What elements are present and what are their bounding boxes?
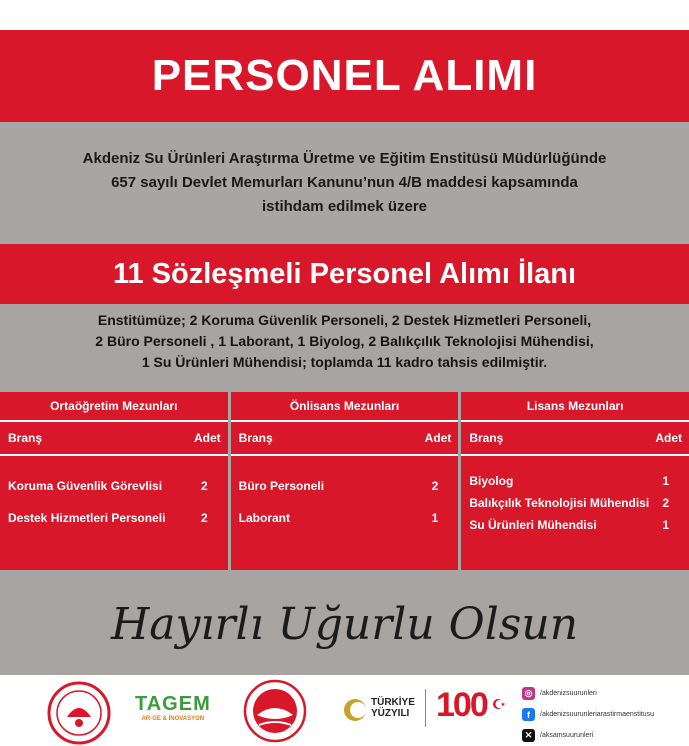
adet-label: Adet xyxy=(655,431,683,445)
top-strip xyxy=(0,0,689,30)
brans-label: Branş xyxy=(469,431,504,445)
facebook-icon: f xyxy=(522,708,535,721)
positions-table xyxy=(0,392,689,570)
brans-value: Su Ürünleri Mühendisi xyxy=(469,518,597,532)
table-row xyxy=(0,502,228,534)
summary-line: 2 Büro Personeli , 1 Laborant, 1 Biyolog, 2 Balıkçılık Teknolojisi Mühendisi, xyxy=(95,333,594,349)
brans-value: Laborant xyxy=(238,511,291,525)
column-subheader xyxy=(231,422,459,456)
adet-value: 1 xyxy=(662,474,670,488)
turkiye-line1: TÜRKİYE xyxy=(371,697,415,708)
intro-line: 657 sayılı Devlet Memurları Kanunu’nun 4/B maddesi kapsamında xyxy=(111,174,578,191)
slogan: Hayırlı Uğurlu Olsun xyxy=(110,598,579,650)
table-row xyxy=(0,470,228,502)
adet-value: 1 xyxy=(662,518,670,532)
table-row xyxy=(461,514,689,536)
column-header: Lisans Mezunları xyxy=(461,392,689,422)
crescent-star-icon xyxy=(492,697,506,711)
adet-value: 2 xyxy=(662,496,670,510)
turkiye-yuzyili-text xyxy=(371,697,415,719)
announcement-subtitle: 11 Sözleşmeli Personel Alımı İlanı xyxy=(0,244,689,304)
ministry-seal-icon xyxy=(47,681,111,745)
page-title: PERSONEL ALIMI xyxy=(0,30,689,122)
table-row xyxy=(461,492,689,514)
adet-value: 2 xyxy=(200,479,208,493)
adet-value: 2 xyxy=(200,511,208,525)
brans-value: Koruma Güvenlik Görevlisi xyxy=(8,479,163,493)
adet-value: 1 xyxy=(431,511,439,525)
summary-line: 1 Su Ürünleri Mühendisi; toplamda 11 kadro tahsis edilmiştir. xyxy=(141,354,548,370)
institute-logo-icon xyxy=(243,679,307,743)
intro-line: Akdeniz Su Ürünleri Araştırma Üretme ve Eğitim Enstitüsü Müdürlüğünde xyxy=(82,150,607,167)
instagram-handle: /akdenizsuurunleri xyxy=(540,690,597,697)
turkiye-yuzyili-emblem-icon xyxy=(342,690,368,730)
instagram-icon: ◎ xyxy=(522,687,535,700)
x-icon: ✕ xyxy=(522,729,535,742)
brans-value: Biyolog xyxy=(469,474,514,488)
summary-text xyxy=(0,310,689,373)
brans-label: Branş xyxy=(238,431,273,445)
x-handle: /aksamsuurunleri xyxy=(540,732,594,739)
adet-label: Adet xyxy=(194,431,221,445)
column-subheader xyxy=(0,422,228,456)
brans-value: Destek Hizmetleri Personeli xyxy=(8,511,166,525)
column-subheader xyxy=(461,422,689,456)
brans-value: Büro Personeli xyxy=(238,479,325,493)
brans-label: Branş xyxy=(8,431,43,445)
summary-line: Enstitümüze; 2 Koruma Güvenlik Personeli, 2 Destek Hizmetleri Personeli, xyxy=(97,312,592,328)
social-row-facebook[interactable] xyxy=(522,704,654,725)
tagem-logo xyxy=(135,693,211,722)
social-row-x[interactable] xyxy=(522,725,654,746)
table-row xyxy=(461,470,689,492)
footer-divider xyxy=(425,689,426,727)
column-header: Ortaöğretim Mezunları xyxy=(0,392,228,422)
hundred-year-logo: 100 xyxy=(436,686,487,724)
tagem-name: TAGEM xyxy=(135,693,211,715)
brans-value: Balıkçılık Teknolojisi Mühendisi xyxy=(469,496,650,510)
adet-value: 2 xyxy=(431,479,439,493)
intro-line: istihdam edilmek üzere xyxy=(261,198,428,215)
column-header: Önlisans Mezunları xyxy=(231,392,459,422)
social-links xyxy=(522,683,654,746)
adet-label: Adet xyxy=(424,431,452,445)
column-lisans xyxy=(461,392,689,570)
table-row xyxy=(231,470,459,502)
facebook-handle: /akdenizsuurunleriarastirmaenstitusu xyxy=(540,711,654,718)
intro-text xyxy=(0,122,689,244)
turkiye-line2: YÜZYILI xyxy=(371,708,410,719)
column-onlisans xyxy=(231,392,459,570)
tagem-sub: AR-GE & İNOVASYON xyxy=(141,716,205,722)
column-ortaogretim xyxy=(0,392,228,570)
table-row xyxy=(231,502,459,534)
social-row-instagram[interactable] xyxy=(522,683,654,704)
